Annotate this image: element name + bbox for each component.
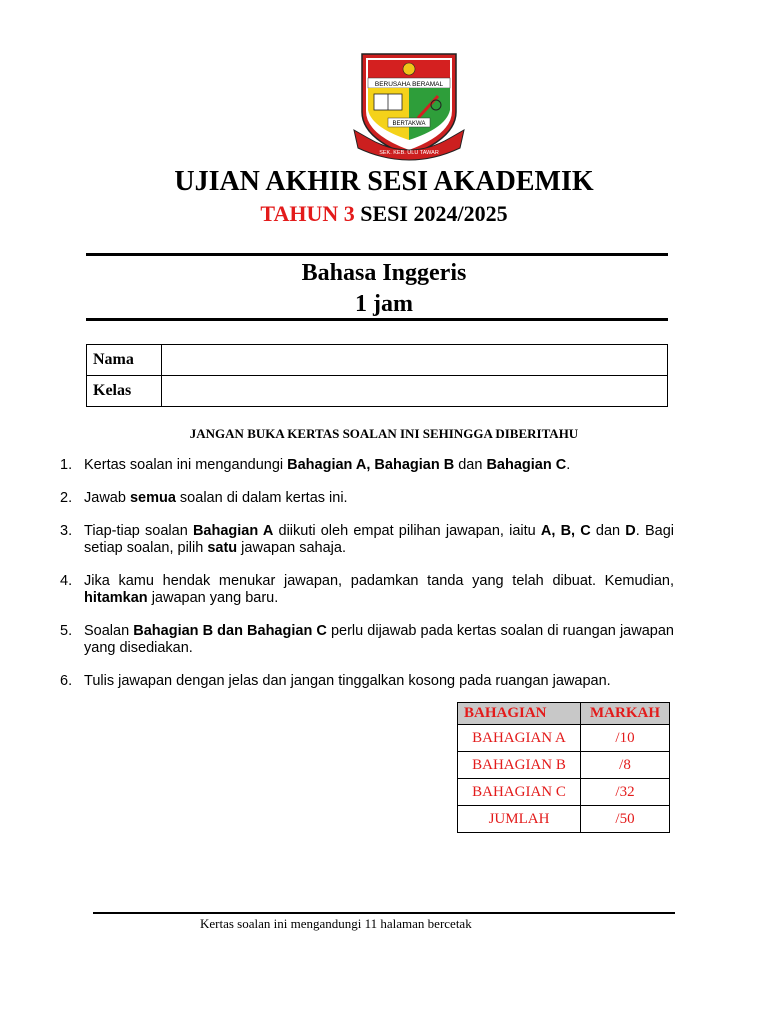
instruction-text: jawapan sahaja. [237,540,346,556]
marks-table [457,702,670,833]
year-label: TAHUN 3 [260,201,355,226]
footer-note: Kertas soalan ini mengandungi 11 halaman bercetak [200,916,472,931]
marks-score-cell: /8 [581,752,670,779]
instructions-list [60,457,674,706]
instruction-item [60,490,674,507]
instruction-text: Tiap-tiap soalan [84,523,193,539]
marks-score-cell: /32 [581,779,670,806]
name-label: Nama [87,345,162,376]
marks-total-label: JUMLAH [458,806,581,833]
subject-name: Bahasa Inggeris [301,260,467,286]
instruction-text: Kertas soalan ini mengandungi [84,457,288,473]
exam-duration: 1 jam [355,291,413,317]
crest-motto-top: BERUSAHA BERAMAL [374,81,444,88]
class-field[interactable] [162,376,668,407]
instruction-text: jawapan yang baru. [147,590,279,606]
instruction-emphasis: Bahagian A [192,523,274,539]
student-info-table [86,344,668,407]
instruction-text: diikuti oleh empat pilihan jawapan, iaitu [273,523,541,539]
instruction-emphasis: D [625,523,636,539]
instruction-text: . Bagi setiap soalan, pilih [84,523,674,556]
school-crest-logo [352,50,466,162]
instruction-emphasis: A, B, C [540,523,591,539]
instruction-emphasis: satu [207,540,238,556]
instruction-text: dan [454,457,487,473]
name-row [87,345,668,376]
marks-score-cell: /10 [581,725,670,752]
instruction-text: perlu dijawab pada kertas soalan di ruangan jawapan yang disediakan. [84,623,674,656]
instruction-text: . [566,457,571,473]
class-row [87,376,668,407]
marks-section-cell: BAHAGIAN C [458,779,581,806]
subject-block [0,258,768,320]
instruction-text: Soalan [84,623,134,639]
instruction-number: 5. [60,623,73,639]
instruction-item [60,457,674,474]
instruction-number: 4. [60,573,73,589]
marks-section-cell: BAHAGIAN A [458,725,581,752]
footer-divider [93,912,675,914]
marks-section-cell: BAHAGIAN B [458,752,581,779]
crest-motto-middle: BERTAKWA [392,121,426,127]
instruction-number: 2. [60,490,73,506]
instruction-text: soalan di dalam kertas ini. [175,490,348,506]
instruction-number: 1. [60,457,73,473]
session-label: SESI 2024/2025 [360,201,508,226]
warning-text: JANGAN BUKA KERTAS SOALAN INI SEHINGGA DIBERITAHU [189,426,579,441]
marks-row [458,752,670,779]
instruction-number: 3. [60,523,73,539]
instruction-emphasis: Bahagian C [486,457,567,473]
name-field[interactable] [162,345,668,376]
bottom-divider [86,318,668,321]
marks-header-section: BAHAGIAN [458,703,581,725]
marks-row [458,725,670,752]
instruction-text: Jawab [84,490,130,506]
marks-header-row [458,703,670,725]
instruction-item [60,573,674,607]
exam-title: UJIAN AKHIR SESI AKADEMIK [174,166,594,197]
crest-school-name: SEK. KEB. ULU TAWAR [379,150,439,156]
marks-row [458,779,670,806]
instruction-item [60,623,674,657]
class-label: Kelas [87,376,162,407]
instruction-number: 6. [60,673,73,689]
instruction-item [60,523,674,557]
instruction-emphasis: hitamkan [84,590,148,606]
instruction-item [60,673,674,690]
exam-subtitle [0,201,768,227]
instruction-text: dan [590,523,626,539]
top-divider [86,253,668,256]
marks-total-score: /50 [581,806,670,833]
instruction-emphasis: Bahagian B dan Bahagian C [133,623,327,639]
instruction-text: Tulis jawapan dengan jelas dan jangan tinggalkan kosong pada ruangan jawapan. [84,673,611,689]
instruction-text: Jika kamu hendak menukar jawapan, padamkan tanda yang telah dibuat. Kemudian, [84,573,674,589]
marks-header-score: MARKAH [581,703,670,725]
marks-total-row [458,806,670,833]
instruction-emphasis: Bahagian A, Bahagian B [287,457,455,473]
instruction-emphasis: semua [129,490,176,506]
